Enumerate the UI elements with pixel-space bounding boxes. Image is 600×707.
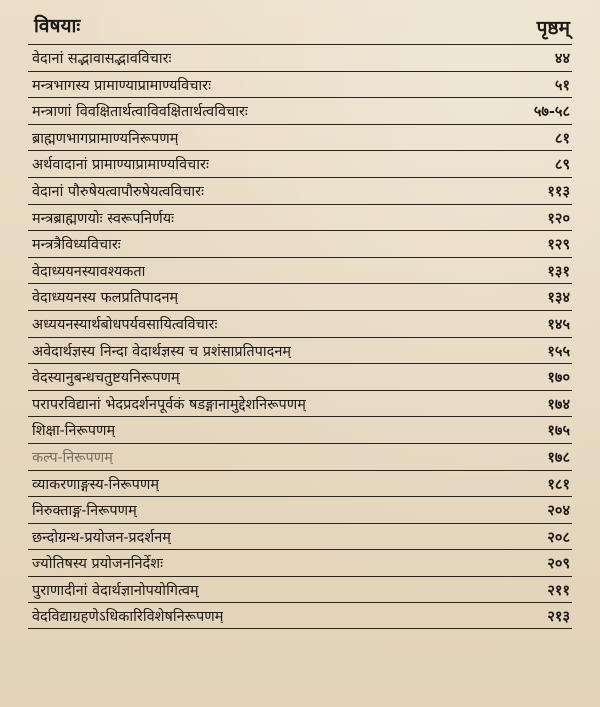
page-column-heading: पृष्ठम् [536, 17, 570, 39]
table-row [28, 523, 572, 550]
row-page-number: ५१ [554, 76, 570, 94]
row-title: ज्योतिषस्य प्रयोजननिर्देशः [32, 556, 164, 573]
table-row [28, 150, 572, 177]
row-page-number: १५५ [547, 342, 570, 360]
row-page-number: १७४ [547, 395, 570, 413]
row-title: निरुक्ताङ्ग-निरूपणम् [32, 503, 137, 520]
row-title: अध्ययनस्यार्थबोधपर्यवसायित्वविचारः [32, 316, 218, 333]
table-row [28, 71, 572, 98]
table-row [28, 44, 572, 71]
row-title: मन्त्रब्राह्मणयोः स्वरूपनिर्णयः [32, 210, 175, 227]
row-title: कल्प-निरूपणम् [32, 449, 113, 466]
table-row [28, 496, 572, 523]
table-row [28, 124, 572, 151]
row-page-number: ८९ [554, 156, 570, 174]
table-row [28, 443, 572, 470]
row-title: वेदस्यानुबन्धचतुष्टयनिरूपणम् [32, 370, 180, 387]
table-row [28, 363, 572, 390]
row-page-number: २१३ [547, 608, 570, 626]
row-title: अर्थवादानां प्रामाण्याप्रामाण्यविचारः [32, 157, 209, 174]
row-page-number: १३१ [547, 262, 570, 280]
table-row [28, 97, 572, 124]
row-title: वेदविद्याग्रहणेऽधिकारिविशेषनिरूपणम् [32, 609, 224, 626]
table-row [28, 204, 572, 231]
contents-table [28, 44, 572, 629]
table-row [28, 230, 572, 257]
row-page-number: १२० [547, 209, 570, 227]
row-title: वेदाध्ययनस्यावश्यकता [32, 263, 146, 280]
row-page-number: १४५ [547, 315, 570, 333]
row-title: परापरविद्यानां भेदप्रदर्शनपूर्वकं षडङ्गानामुद्देशनिरूपणम् [32, 396, 306, 413]
row-page-number: १८१ [547, 475, 570, 493]
row-page-number: ११३ [547, 182, 570, 200]
row-title: पुराणादीनां वेदार्थज्ञानोपयोगित्वम् [32, 582, 199, 599]
row-page-number: ८१ [554, 129, 570, 147]
row-page-number: १२९ [547, 236, 570, 254]
subject-column-heading: विषयाः [34, 15, 81, 37]
row-page-number: २११ [547, 581, 570, 599]
row-title: शिक्षा-निरूपणम् [32, 423, 116, 440]
row-title: ब्राह्मणभागप्रामाण्यनिरूपणम् [32, 130, 179, 147]
table-row [28, 576, 572, 603]
row-title: मन्त्राणां विवक्षितार्थत्वाविवक्षितार्थत्वविचारः [32, 104, 248, 121]
table-row [28, 177, 572, 204]
table-row [28, 470, 572, 497]
row-page-number: ५७-५८ [533, 103, 570, 121]
table-row [28, 310, 572, 337]
row-page-number: १७८ [547, 448, 570, 466]
row-title: अवेदार्थज्ञस्य निन्दा वेदार्थज्ञस्य च प्रशंसाप्रतिपादनम् [32, 343, 292, 360]
table-row [28, 337, 572, 364]
table-row [28, 390, 572, 417]
row-page-number: २०९ [547, 555, 570, 573]
row-title: वेदाध्ययनस्य फलप्रतिपादनम् [32, 290, 179, 307]
table-row [28, 416, 572, 443]
table-header [28, 10, 572, 38]
row-page-number: १७५ [547, 422, 570, 440]
row-page-number: २०८ [547, 528, 570, 546]
row-title: छन्दोग्रन्थ-प्रयोजन-प्रदर्शनम् [32, 529, 171, 546]
row-title: मन्त्रभागस्य प्रामाण्याप्रामाण्यविचारः [32, 77, 212, 94]
row-page-number: १७० [547, 369, 570, 387]
row-title: वेदानां पौरुषेयत्वापौरुषेयत्वविचारः [32, 183, 205, 200]
row-page-number: ४४ [554, 50, 570, 67]
table-row [28, 257, 572, 284]
row-page-number: २०४ [547, 502, 570, 520]
row-title: वेदानां सद्भावासद्भावविचारः [32, 51, 172, 67]
table-row [28, 549, 572, 576]
table-row [28, 602, 572, 629]
row-page-number: १३४ [547, 289, 570, 307]
row-title: मन्त्रत्रैविध्यविचारः [32, 237, 121, 254]
row-title: व्याकरणाङ्गस्य-निरूपणम् [32, 476, 160, 493]
table-row [28, 283, 572, 310]
